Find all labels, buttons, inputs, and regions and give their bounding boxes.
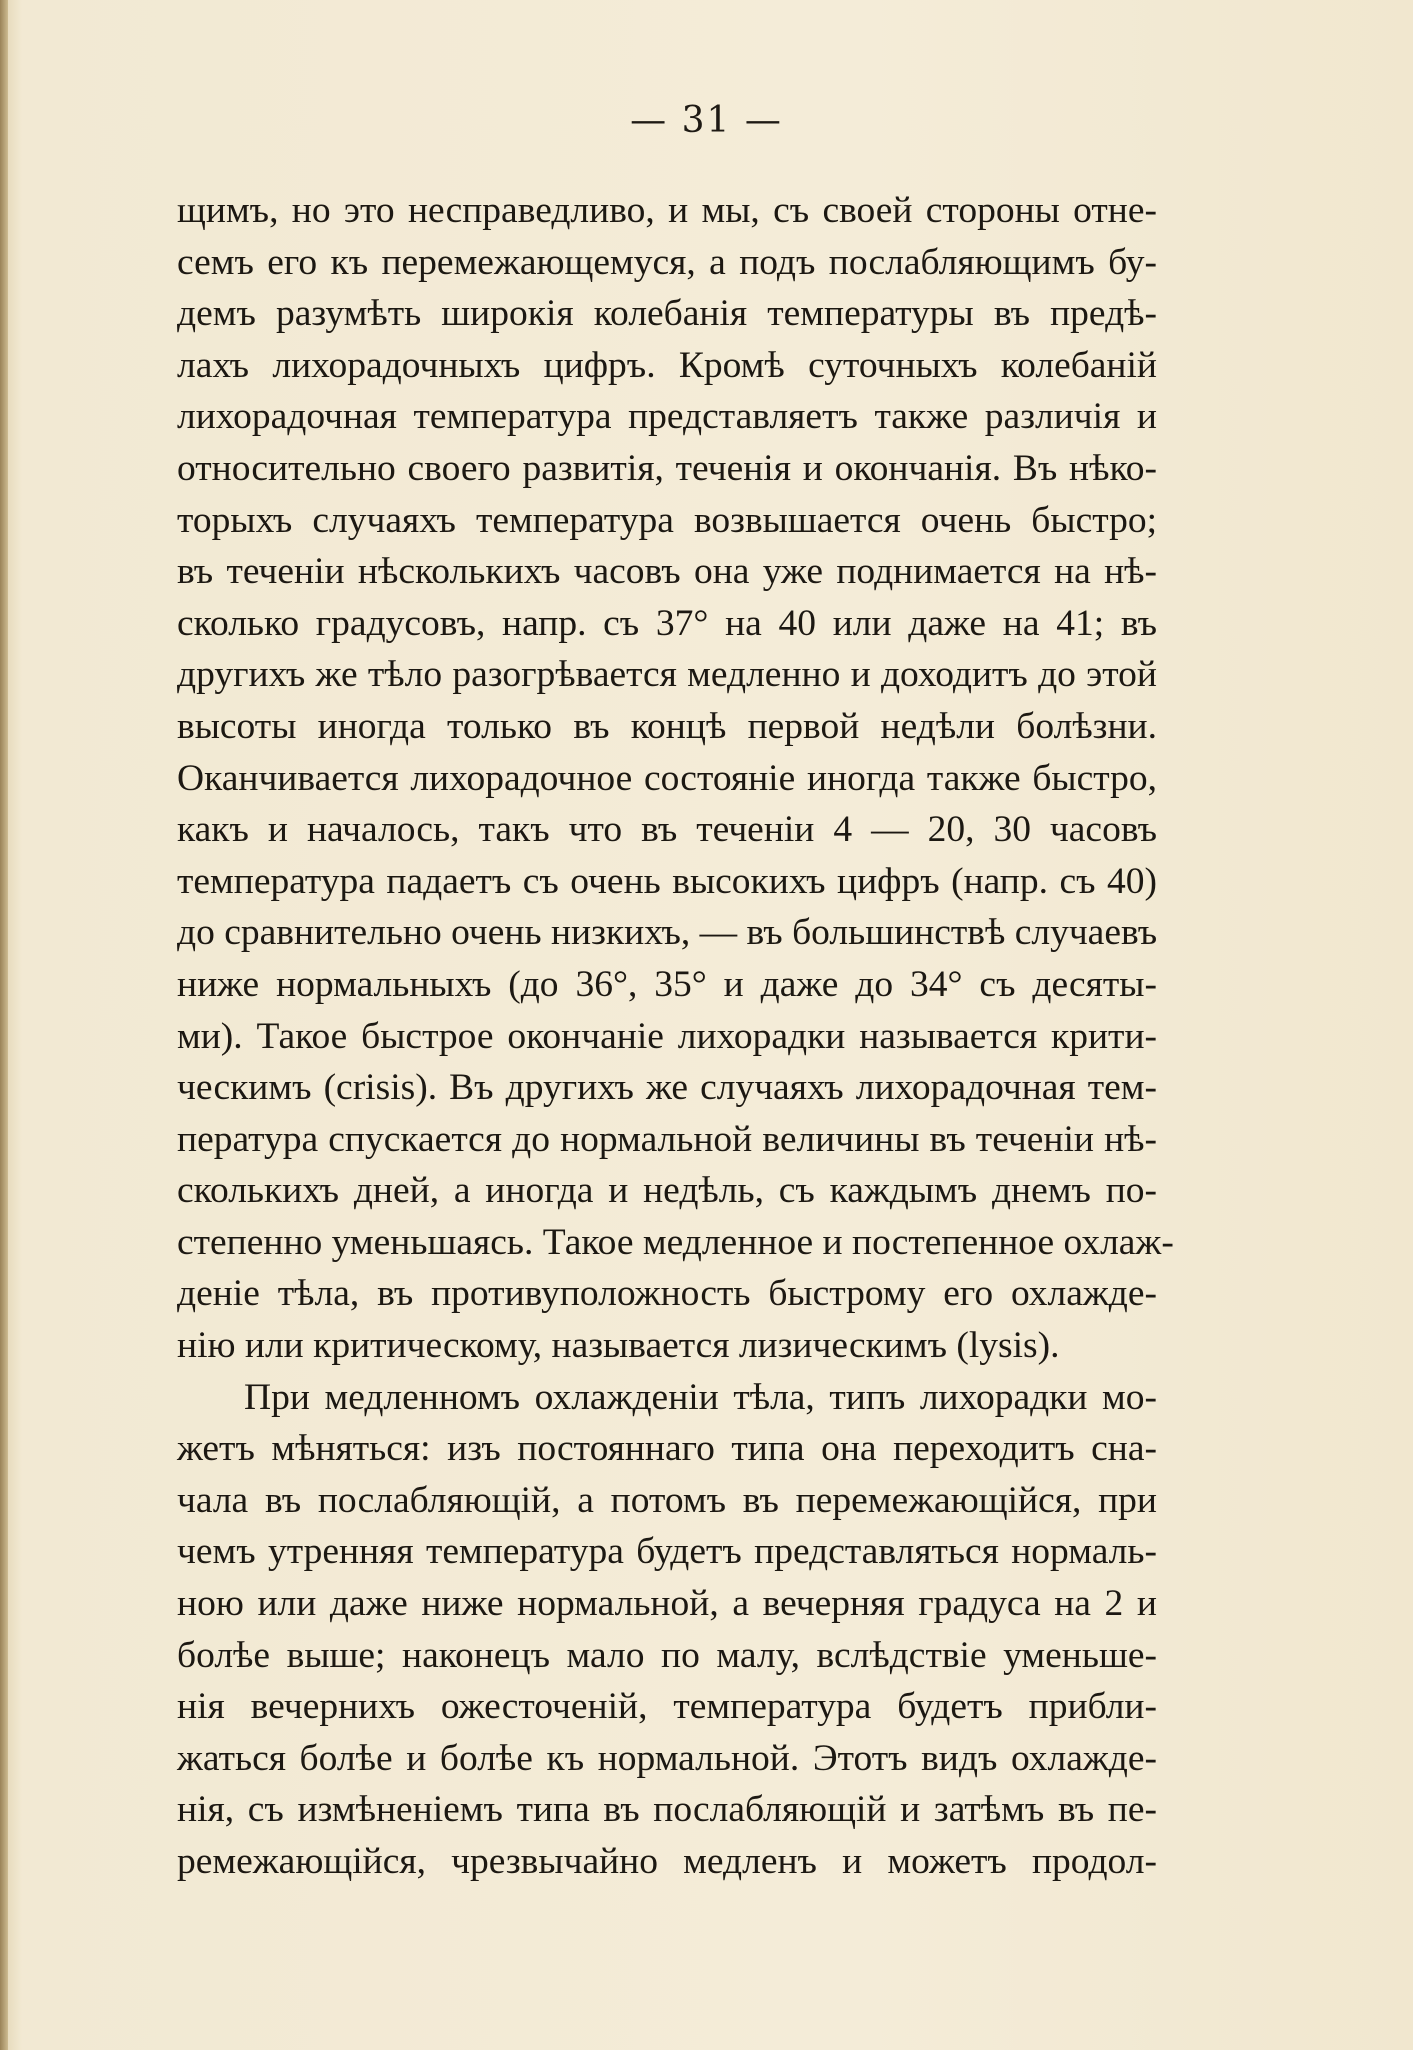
- paragraph-end-line: нію или критическому, называется лизическимъ (lysis).: [177, 1325, 1060, 1367]
- text-line: относительно своего развитія, теченія и окончанія. Въ нѣко-: [177, 447, 1157, 489]
- text-line: деніе тѣла, въ противуположность быстрому его охлажде-: [177, 1273, 1157, 1315]
- binding-edge: [0, 0, 8, 2050]
- text-line: чала въ послабляющій, а потомъ въ перемежающійся, при: [177, 1479, 1157, 1521]
- text-line: другихъ же тѣло разогрѣвается медленно и доходитъ до этой: [177, 654, 1157, 696]
- text-line: семъ его къ перемежающемуся, а подъ послабляющимъ бу-: [177, 241, 1157, 283]
- text-line: Оканчивается лихорадочное состояніе иногда также быстро,: [177, 757, 1157, 799]
- text-line: пература спускается до нормальной величины въ теченіи нѣ-: [177, 1118, 1157, 1160]
- text-line: чемъ утренняя температура будетъ представляться нормаль-: [177, 1531, 1157, 1573]
- text-line: ремежающійся, чрезвычайно медленъ и можетъ продол-: [177, 1841, 1157, 1882]
- text-line: въ теченіи нѣсколькихъ часовъ она уже поднимается на нѣ-: [177, 551, 1157, 593]
- text-line: нія вечернихъ ожесточеній, температура будетъ прибли-: [177, 1686, 1157, 1728]
- text-line: ниже нормальныхъ (до 36°, 35° и даже до 34° съ десяты-: [177, 963, 1157, 1005]
- text-line: демъ разумѣть широкія колебанія температуры въ предѣ-: [177, 293, 1157, 335]
- text-line: жетъ мѣняться: изъ постояннаго типа она переходитъ сна-: [177, 1428, 1157, 1470]
- text-line: щимъ, но это несправедливо, и мы, съ своей стороны отне-: [177, 190, 1157, 231]
- text-line: сколькихъ дней, а иногда и недѣль, съ каждымъ днемъ по-: [177, 1170, 1157, 1212]
- text-line: ми). Такое быстрое окончаніе лихорадки называется крити-: [177, 1015, 1157, 1057]
- paragraph-start-line: При медленномъ охлажденіи тѣла, типъ лихорадки мо-: [244, 1376, 1157, 1418]
- text-line: лахъ лихорадочныхъ цифръ. Кромѣ суточныхъ колебаній: [177, 344, 1157, 386]
- text-line: ною или даже ниже нормальной, а вечерняя градуса на 2 и: [177, 1583, 1157, 1625]
- text-line: жаться болѣе и болѣе къ нормальной. Этотъ видъ охлажде-: [177, 1737, 1157, 1779]
- text-line: какъ и началось, такъ что въ теченіи 4 — 20, 30 часовъ: [177, 809, 1157, 851]
- body-text: [177, 185, 1174, 1888]
- text-line: ческимъ (crisis). Въ другихъ же случаяхъ лихорадочная тем-: [177, 1067, 1157, 1109]
- text-line: высоты иногда только въ концѣ первой недѣли болѣзни.: [177, 705, 1157, 747]
- text-line: нія, съ измѣненіемъ типа въ послабляющій и затѣмъ въ пе-: [177, 1789, 1157, 1831]
- text-line: степенно уменьшаясь. Такое медленное и постепенное охлаж-: [177, 1221, 1174, 1263]
- text-line: сколько градусовъ, напр. съ 37° на 40 или даже на 41; въ: [177, 602, 1157, 644]
- text-line: лихорадочная температура представляетъ также различія и: [177, 396, 1157, 438]
- text-line: до сравнительно очень низкихъ, — въ большинствѣ случаевъ: [177, 912, 1158, 954]
- text-line: торыхъ случаяхъ температура возвышается очень быстро;: [177, 499, 1157, 541]
- text-line: температура падаетъ съ очень высокихъ цифръ (напр. съ 40): [177, 860, 1157, 902]
- page-number: — 31 —: [630, 100, 783, 141]
- text-line: болѣе выше; наконецъ мало по малу, вслѣдствіе уменьше-: [177, 1634, 1157, 1676]
